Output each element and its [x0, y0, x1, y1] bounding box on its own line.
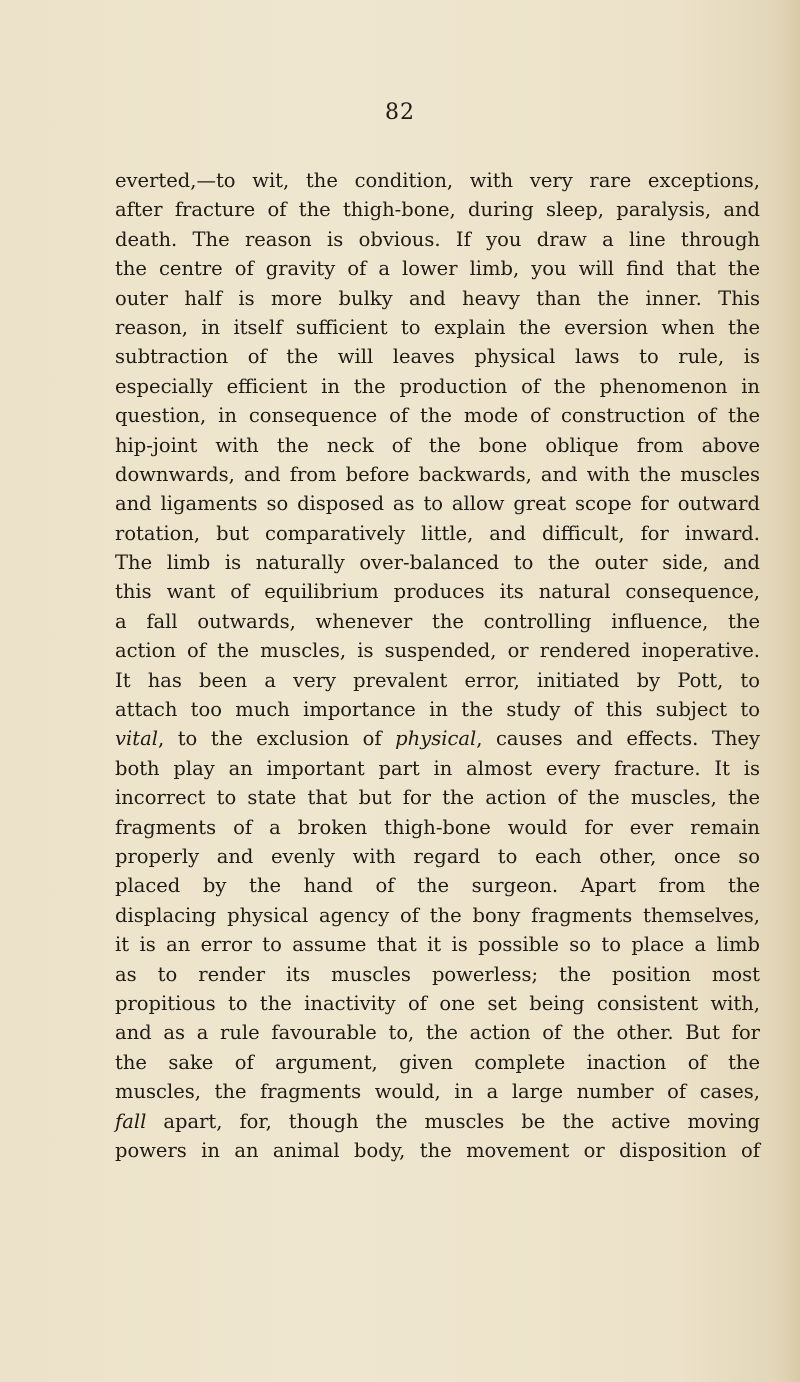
text-run: apart, for, though the muscles be the active moving: [146, 1109, 760, 1133]
text-run: , to the exclusion of: [157, 727, 396, 751]
text-run: outer half is more bulky and heavy than the inner. This: [115, 286, 760, 310]
text-run: and ligaments so disposed as to allow great scope for outward: [115, 492, 760, 516]
text-run: The limb is naturally over-balanced to the outer side, and: [115, 551, 760, 575]
text-run: action of the muscles, is suspended, or rendered inoperative.: [115, 639, 760, 663]
italic-text: fall: [115, 1109, 147, 1133]
text-line: [115, 489, 760, 518]
text-run: and as a rule favourable to, the action of the other. But for: [115, 1021, 760, 1045]
text-line: [115, 284, 760, 313]
text-line: [115, 783, 760, 812]
text-line: [115, 195, 760, 224]
text-run: fragments of a broken thigh-bone would for ever remain: [115, 815, 760, 839]
text-line: [115, 1107, 760, 1136]
text-line: [115, 254, 760, 283]
text-line: [115, 930, 760, 959]
text-line: [115, 431, 760, 460]
text-line: [115, 724, 760, 753]
text-line: [115, 695, 760, 724]
text-line: [115, 342, 760, 371]
text-run: the sake of argument, given complete inaction of the: [115, 1050, 760, 1074]
italic-text: physical: [395, 727, 477, 751]
text-run: muscles, the fragments would, in a large number of cases,: [115, 1080, 760, 1104]
text-run: incorrect to state that but for the action of the muscles, the: [115, 786, 760, 810]
text-line: [115, 460, 760, 489]
italic-text: vital: [115, 727, 158, 751]
text-line: [115, 1018, 760, 1047]
text-line: [115, 813, 760, 842]
text-run: placed by the hand of the surgeon. Apart from the: [115, 874, 760, 898]
text-line: [115, 401, 760, 430]
text-line: [115, 666, 760, 695]
text-line: [115, 1077, 760, 1106]
text-line: [115, 1136, 760, 1165]
text-run: death. The reason is obvious. If you draw a line through: [115, 227, 760, 251]
text-line: [115, 313, 760, 342]
text-run: reason, in itself sufficient to explain the eversion when the: [115, 315, 760, 339]
text-run: everted,—to wit, the condition, with very rare exceptions,: [115, 169, 760, 192]
text-line: [115, 989, 760, 1018]
text-run: powers in an animal body, the movement or disposition of: [115, 1138, 760, 1162]
text-line: [115, 842, 760, 871]
text-run: a fall outwards, whenever the controlling influence, the: [115, 609, 760, 633]
text-run: hip-joint with the neck of the bone oblique from above: [115, 433, 760, 457]
text-run: subtraction of the will leaves physical laws to rule, is: [115, 345, 760, 369]
text-run: attach too much importance in the study of this subject to: [115, 698, 760, 722]
text-line: [115, 519, 760, 548]
text-run: especially efficient in the production of the phenomenon in: [115, 374, 760, 398]
text-line: [115, 548, 760, 577]
text-line: [115, 577, 760, 606]
text-run: propitious to the inactivity of one set being consistent with,: [115, 991, 760, 1015]
text-line: [115, 372, 760, 401]
text-line: [115, 1048, 760, 1077]
text-run: the centre of gravity of a lower limb, you will find that the: [115, 257, 760, 281]
text-run: both play an important part in almost every fracture. It is: [115, 756, 760, 780]
text-line: [115, 754, 760, 783]
text-run: It has been a very prevalent error, initiated by Pott, to: [115, 668, 760, 692]
text-run: this want of equilibrium produces its natural consequence,: [115, 580, 760, 604]
text-line: [115, 607, 760, 636]
body-text: [115, 166, 760, 1165]
text-run: rotation, but comparatively little, and difficult, for inward.: [115, 521, 760, 545]
text-run: displacing physical agency of the bony fragments themselves,: [115, 903, 760, 927]
text-run: , causes and effects. They: [476, 727, 760, 751]
text-line: [115, 960, 760, 989]
text-run: as to render its muscles powerless; the position most: [115, 962, 760, 986]
text-line: [115, 636, 760, 665]
text-run: properly and evenly with regard to each other, once so: [115, 844, 760, 868]
text-line: [115, 166, 760, 195]
text-line: [115, 901, 760, 930]
text-line: [115, 225, 760, 254]
text-run: it is an error to assume that it is possible so to place a limb: [115, 933, 760, 957]
text-run: downwards, and from before backwards, and with the muscles: [115, 462, 760, 486]
text-line: [115, 871, 760, 900]
page-number: 82: [385, 100, 415, 125]
text-run: question, in consequence of the mode of construction of the: [115, 404, 760, 428]
text-run: after fracture of the thigh-bone, during sleep, paralysis, and: [115, 198, 760, 222]
